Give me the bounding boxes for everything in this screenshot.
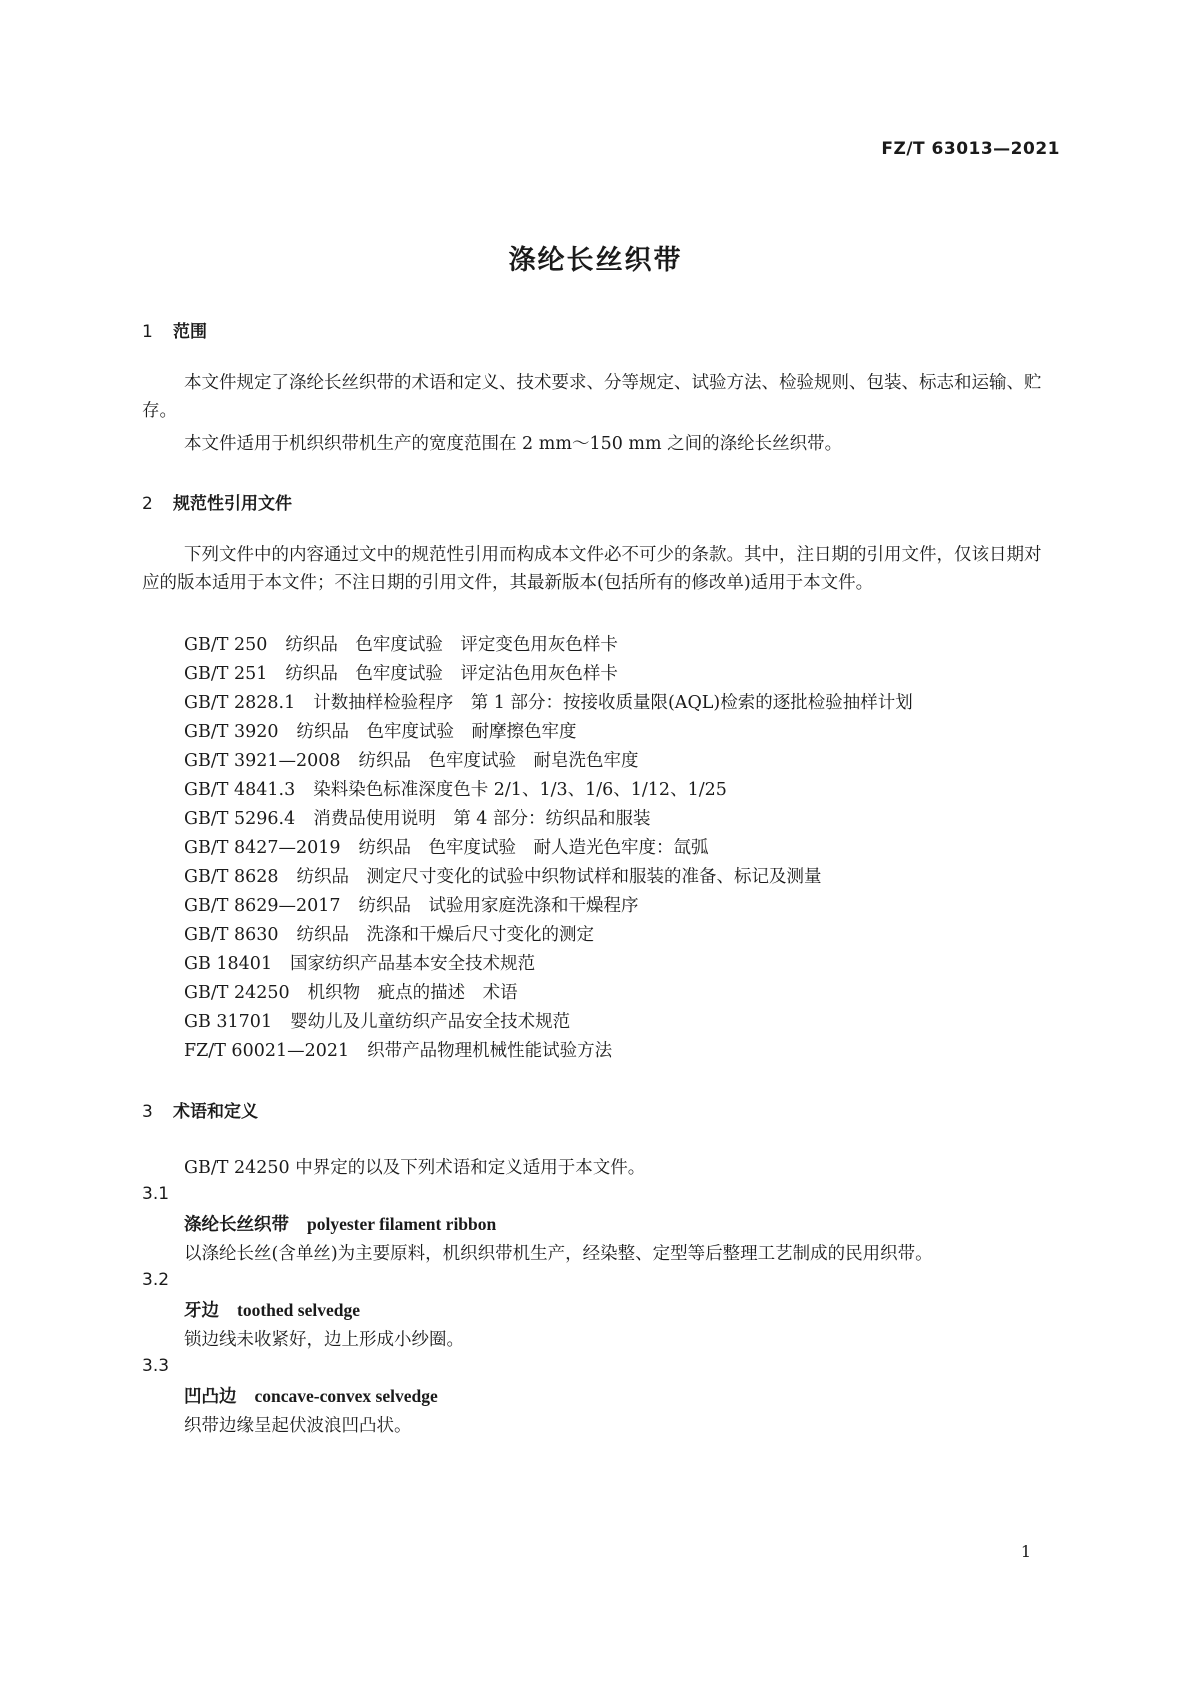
ref-item bbox=[184, 747, 639, 772]
ref-title: 纺织品 色牢度试验 评定变色用灰色样卡 bbox=[285, 635, 618, 655]
ref-item bbox=[184, 892, 639, 917]
term-cn: 牙边 bbox=[184, 1301, 219, 1321]
term-en: concave-convex selvedge bbox=[254, 1386, 438, 1406]
section-number: 1 bbox=[142, 322, 153, 342]
ref-title: 纺织品 洗涤和干燥后尺寸变化的测定 bbox=[296, 925, 595, 945]
ref-code: GB/T 8629—2017 bbox=[184, 896, 341, 916]
section-number: 3 bbox=[142, 1102, 153, 1122]
ref-title: 染料染色标准深度色卡 2/1、1/3、1/6、1/12、1/25 bbox=[313, 780, 727, 800]
ref-title: 纺织品 色牢度试验 评定沾色用灰色样卡 bbox=[285, 664, 618, 684]
ref-item bbox=[184, 1008, 570, 1033]
ref-item bbox=[184, 718, 577, 743]
term-en: toothed selvedge bbox=[237, 1300, 360, 1320]
scope-paragraph-1: 本文件规定了涤纶长丝织带的术语和定义、技术要求、分等规定、试验方法、检验规则、包装、标志和运输、贮存。 bbox=[142, 373, 1042, 421]
ref-title: 婴幼儿及儿童纺织产品安全技术规范 bbox=[290, 1012, 571, 1032]
ref-title: 纺织品 色牢度试验 耐人造光色牢度：氙弧 bbox=[358, 838, 709, 858]
ref-item bbox=[184, 979, 518, 1004]
term-number: 3.3 bbox=[142, 1356, 170, 1376]
section-title: 规范性引用文件 bbox=[173, 494, 292, 514]
normative-refs-intro: 下列文件中的内容通过文中的规范性引用而构成本文件必不可少的条款。其中，注日期的引用文件，仅该日期对应的版本适用于本文件；不注日期的引用文件，其最新版本(包括所有的修改单)适用于本文件。 bbox=[142, 545, 1042, 593]
term-heading bbox=[184, 1211, 496, 1236]
ref-code: GB/T 8427—2019 bbox=[184, 838, 341, 858]
ref-title: 机织物 疵点的描述 术语 bbox=[307, 983, 518, 1003]
ref-code: GB/T 2828.1 bbox=[184, 693, 296, 713]
ref-item bbox=[184, 1037, 612, 1062]
ref-code: GB/T 3920 bbox=[184, 722, 279, 742]
ref-code: GB 18401 bbox=[184, 954, 273, 974]
ref-item bbox=[184, 921, 594, 946]
term-number: 3.1 bbox=[142, 1184, 170, 1204]
section-heading-terms bbox=[142, 1097, 258, 1122]
term-definition: 以涤纶长丝(含单丝)为主要原料，机织织带机生产，经染整、定型等后整理工艺制成的民用织带。 bbox=[184, 1244, 933, 1264]
ref-item bbox=[184, 805, 650, 830]
scope-paragraph-2: 本文件适用于机织织带机生产的宽度范围在 2 mm～150 mm 之间的涤纶长丝织带。 bbox=[184, 434, 843, 454]
term-number: 3.2 bbox=[142, 1270, 170, 1290]
ref-title: 纺织品 色牢度试验 耐皂洗色牢度 bbox=[358, 751, 639, 771]
ref-title: 国家纺织产品基本安全技术规范 bbox=[290, 954, 536, 974]
ref-code: GB 31701 bbox=[184, 1012, 273, 1032]
section-heading-scope bbox=[142, 317, 207, 342]
section-title: 范围 bbox=[173, 322, 207, 342]
term-heading bbox=[184, 1383, 438, 1408]
section-title: 术语和定义 bbox=[173, 1102, 258, 1122]
term-cn: 涤纶长丝织带 bbox=[184, 1215, 289, 1235]
term-definition: 织带边缘呈起伏波浪凹凸状。 bbox=[184, 1416, 412, 1436]
ref-item bbox=[184, 950, 535, 975]
ref-code: FZ/T 60021—2021 bbox=[184, 1041, 350, 1061]
standard-number: FZ/T 63013—2021 bbox=[881, 139, 1060, 159]
terms-intro: GB/T 24250 中界定的以及下列术语和定义适用于本文件。 bbox=[184, 1158, 646, 1178]
ref-item bbox=[184, 776, 727, 801]
ref-title: 纺织品 试验用家庭洗涤和干燥程序 bbox=[358, 896, 639, 916]
ref-title: 纺织品 测定尺寸变化的试验中织物试样和服装的准备、标记及测量 bbox=[296, 867, 822, 887]
ref-code: GB/T 5296.4 bbox=[184, 809, 296, 829]
term-definition: 锁边线未收紧好，边上形成小纱圈。 bbox=[184, 1330, 464, 1350]
ref-title: 消费品使用说明 第 4 部分：纺织品和服装 bbox=[313, 809, 651, 829]
ref-item bbox=[184, 689, 913, 714]
ref-code: GB/T 8628 bbox=[184, 867, 279, 887]
ref-code: GB/T 251 bbox=[184, 664, 268, 684]
document-title: 涤纶长丝织带 bbox=[508, 245, 683, 276]
ref-item bbox=[184, 863, 822, 888]
ref-code: GB/T 24250 bbox=[184, 983, 290, 1003]
ref-code: GB/T 4841.3 bbox=[184, 780, 296, 800]
ref-item bbox=[184, 834, 709, 859]
ref-code: GB/T 250 bbox=[184, 635, 268, 655]
section-number: 2 bbox=[142, 494, 153, 514]
ref-item bbox=[184, 631, 618, 656]
term-cn: 凹凸边 bbox=[184, 1387, 237, 1407]
ref-title: 计数抽样检验程序 第 1 部分：按接收质量限(AQL)检索的逐批检验抽样计划 bbox=[313, 693, 913, 713]
section-heading-normative-refs bbox=[142, 489, 292, 514]
term-heading bbox=[184, 1297, 360, 1322]
term-en: polyester filament ribbon bbox=[307, 1214, 497, 1234]
page-number: 1 bbox=[1020, 1542, 1031, 1561]
ref-title: 织带产品物理机械性能试验方法 bbox=[367, 1041, 613, 1061]
ref-title: 纺织品 色牢度试验 耐摩擦色牢度 bbox=[296, 722, 577, 742]
ref-item bbox=[184, 660, 618, 685]
ref-code: GB/T 3921—2008 bbox=[184, 751, 341, 771]
ref-code: GB/T 8630 bbox=[184, 925, 279, 945]
